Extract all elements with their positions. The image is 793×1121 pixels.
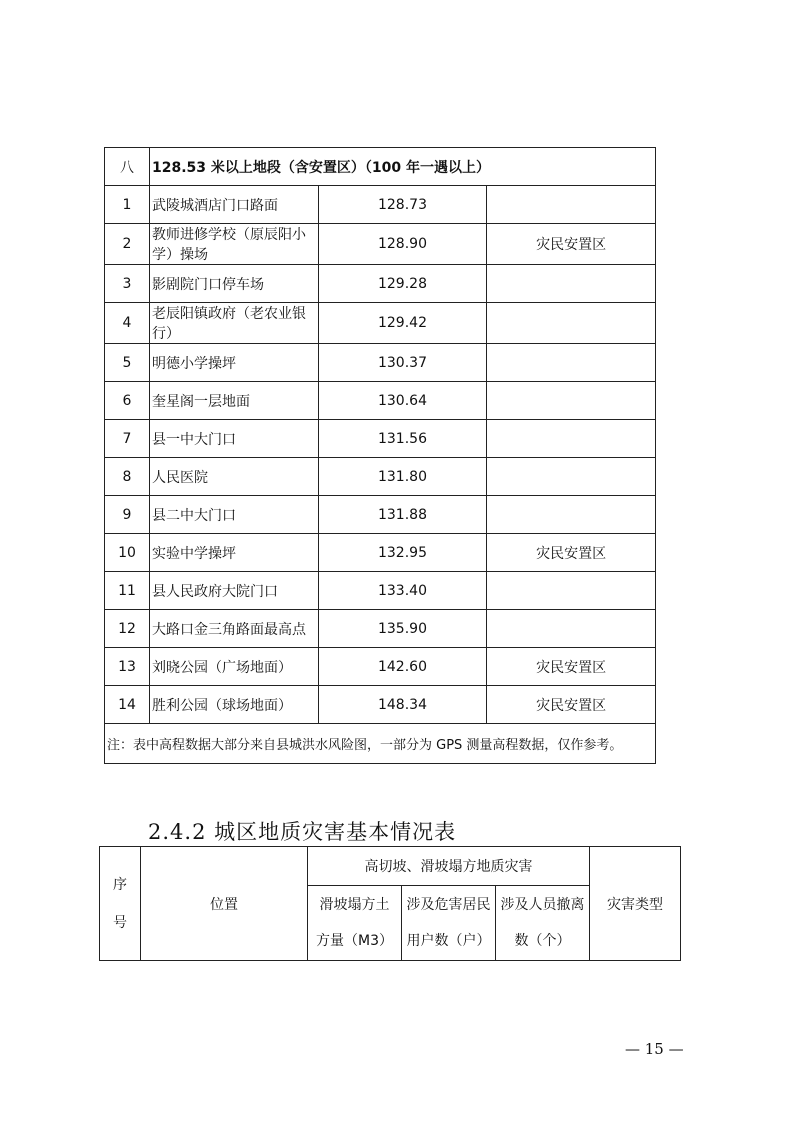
row-elevation: 128.73 xyxy=(318,186,487,224)
row-elevation: 128.90 xyxy=(318,224,487,265)
header-disaster-type: 灾害类型 xyxy=(590,847,681,961)
row-number: 6 xyxy=(105,382,150,420)
row-note xyxy=(487,265,656,303)
row-number: 2 xyxy=(105,224,150,265)
row-location: 县二中大门口 xyxy=(150,496,319,534)
header-households-line1: 涉及危害居民 xyxy=(406,897,491,913)
row-note xyxy=(487,303,656,344)
table-row xyxy=(105,648,656,686)
table-row xyxy=(105,420,656,458)
row-number: 11 xyxy=(105,572,150,610)
row-elevation: 130.37 xyxy=(318,344,487,382)
table-row xyxy=(105,572,656,610)
table-row xyxy=(105,344,656,382)
row-elevation: 130.64 xyxy=(318,382,487,420)
row-number: 13 xyxy=(105,648,150,686)
section-row xyxy=(105,148,656,186)
row-number: 9 xyxy=(105,496,150,534)
table-row xyxy=(105,265,656,303)
header-serial-line1: 序 xyxy=(113,876,127,893)
row-note xyxy=(487,382,656,420)
row-location: 实验中学操坪 xyxy=(150,534,319,572)
footnote-row xyxy=(105,724,656,764)
row-number: 14 xyxy=(105,686,150,724)
section-title: 128.53 米以上地段（含安置区）（100 年一遇以上） xyxy=(150,148,656,186)
row-number: 5 xyxy=(105,344,150,382)
row-number: 4 xyxy=(105,303,150,344)
row-note xyxy=(487,458,656,496)
row-location: 明德小学操坪 xyxy=(150,344,319,382)
row-note xyxy=(487,344,656,382)
row-elevation: 133.40 xyxy=(318,572,487,610)
row-elevation: 132.95 xyxy=(318,534,487,572)
row-location: 教师进修学校（原辰阳小学）操场 xyxy=(150,224,319,265)
row-note xyxy=(487,610,656,648)
header-volume-line1: 滑坡塌方土 xyxy=(319,897,390,913)
row-location: 县人民政府大院门口 xyxy=(150,572,319,610)
header-evacuation-line1: 涉及人员撤离 xyxy=(500,897,585,913)
header-landslide-group: 高切坡、滑坡塌方地质灾害 xyxy=(308,847,590,886)
header-households-line2: 用户数（户） xyxy=(406,933,491,949)
section-number: 八 xyxy=(105,148,150,186)
hazard-table xyxy=(99,846,681,961)
header-evacuation-line2: 数（个） xyxy=(514,933,571,949)
header-location: 位置 xyxy=(141,847,308,961)
row-number: 8 xyxy=(105,458,150,496)
row-note xyxy=(487,186,656,224)
table-row xyxy=(105,382,656,420)
row-note: 灾民安置区 xyxy=(487,648,656,686)
row-location: 刘晓公园（广场地面） xyxy=(150,648,319,686)
row-number: 10 xyxy=(105,534,150,572)
footnote: 注：表中高程数据大部分来自县城洪水风险图，一部分为 GPS 测量高程数据，仅作参考。 xyxy=(105,724,656,764)
header-serial-number xyxy=(100,847,141,961)
row-number: 1 xyxy=(105,186,150,224)
row-elevation: 148.34 xyxy=(318,686,487,724)
row-note: 灾民安置区 xyxy=(487,686,656,724)
row-location: 大路口金三角路面最高点 xyxy=(150,610,319,648)
table-row xyxy=(105,224,656,265)
row-note xyxy=(487,572,656,610)
row-elevation: 131.56 xyxy=(318,420,487,458)
row-elevation: 131.88 xyxy=(318,496,487,534)
table-row xyxy=(105,686,656,724)
row-elevation: 142.60 xyxy=(318,648,487,686)
header-affected-households xyxy=(402,886,496,961)
table-row xyxy=(105,186,656,224)
row-number: 3 xyxy=(105,265,150,303)
table-row xyxy=(105,610,656,648)
row-elevation: 131.80 xyxy=(318,458,487,496)
row-note xyxy=(487,420,656,458)
row-location: 人民医院 xyxy=(150,458,319,496)
elevation-table xyxy=(104,147,656,764)
row-location: 奎星阁一层地面 xyxy=(150,382,319,420)
row-location: 影剧院门口停车场 xyxy=(150,265,319,303)
header-volume-line2: 方量（M3） xyxy=(316,933,393,949)
header-serial-line2: 号 xyxy=(113,914,127,931)
table-row xyxy=(105,458,656,496)
table-row xyxy=(105,496,656,534)
header-landslide-volume xyxy=(308,886,402,961)
row-number: 7 xyxy=(105,420,150,458)
table-row xyxy=(105,303,656,344)
row-elevation: 129.42 xyxy=(318,303,487,344)
header-evacuation-count xyxy=(496,886,590,961)
table-row xyxy=(105,534,656,572)
row-note: 灾民安置区 xyxy=(487,224,656,265)
row-elevation: 129.28 xyxy=(318,265,487,303)
row-location: 老辰阳镇政府（老农业银行） xyxy=(150,303,319,344)
row-elevation: 135.90 xyxy=(318,610,487,648)
row-note xyxy=(487,496,656,534)
row-location: 县一中大门口 xyxy=(150,420,319,458)
section-heading: 2.4.2 城区地质灾害基本情况表 xyxy=(148,820,457,844)
row-note: 灾民安置区 xyxy=(487,534,656,572)
hazard-header-row xyxy=(100,847,681,886)
row-number: 12 xyxy=(105,610,150,648)
page-number: — 15 — xyxy=(625,1040,684,1058)
row-location: 胜利公园（球场地面） xyxy=(150,686,319,724)
row-location: 武陵城酒店门口路面 xyxy=(150,186,319,224)
